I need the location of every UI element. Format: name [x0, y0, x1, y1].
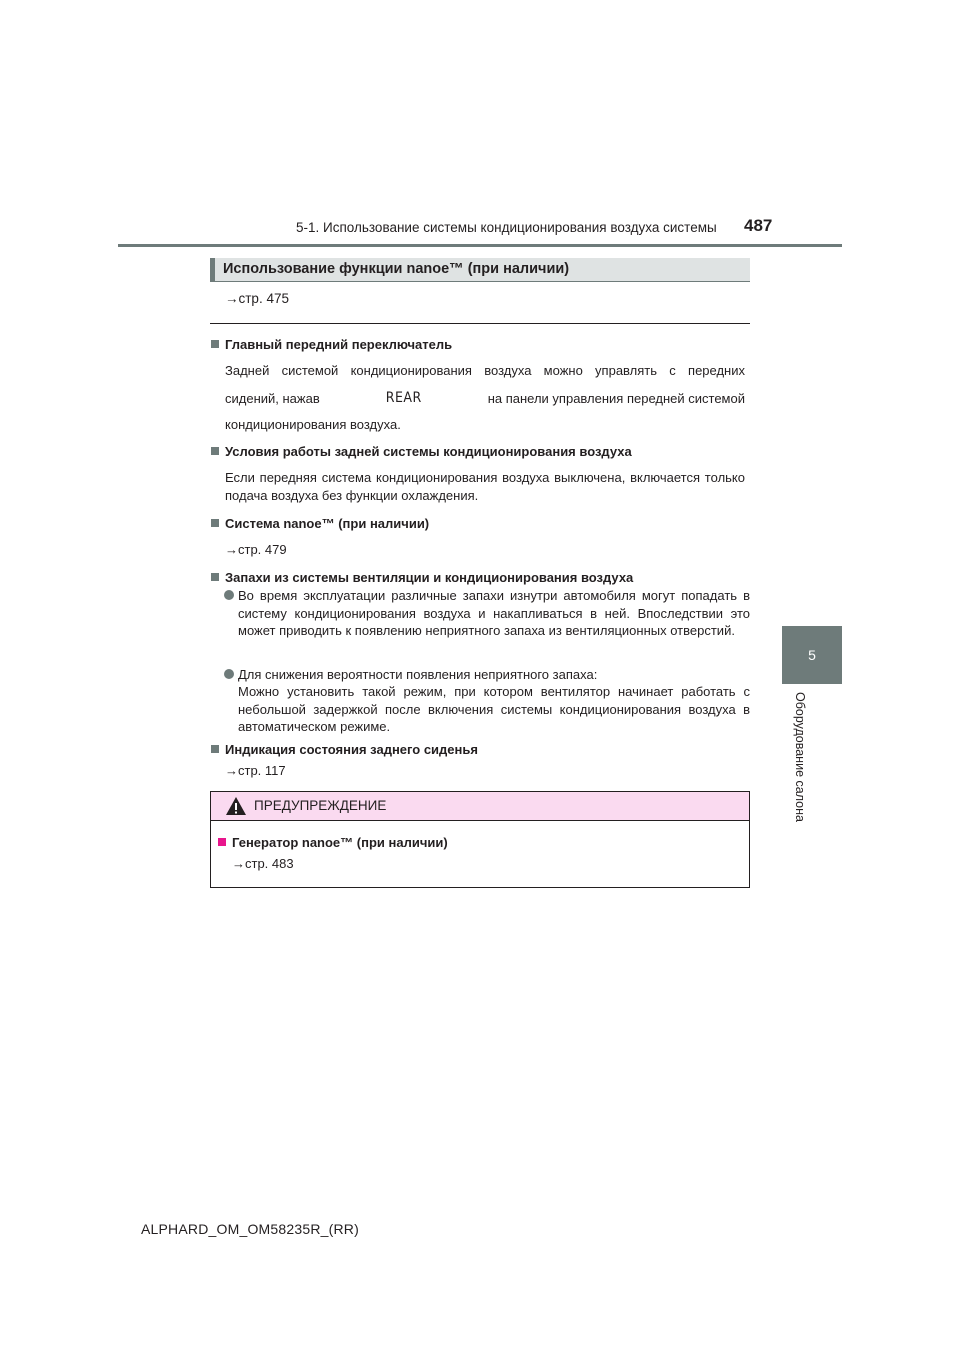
item-heading-odors: Запахи из системы вентиляции и кондиционирования воздуха	[211, 570, 633, 585]
chapter-tab	[782, 626, 842, 684]
document-code: ALPHARD_OM_OM58235R_(RR)	[141, 1221, 359, 1237]
bullet-paragraph: Для снижения вероятности появления неприятного запаха:	[238, 667, 598, 682]
square-bullet-icon	[211, 745, 219, 753]
square-bullet-icon	[211, 573, 219, 581]
item-page-reference: →стр. 479	[225, 542, 287, 557]
page-number: 487	[744, 216, 773, 235]
chapter-number: 5	[808, 647, 816, 663]
bullet-paragraph: Во время эксплуатации различные запахи изнутри автомобиля могут попадать в систему кондиционирования воздуха и накапливаться в ней. Впоследствии это может приводить к появлению неприятного запаха из вентиляционных отверстий.	[238, 588, 750, 638]
item-heading-rear-conditions: Условия работы задней системы кондиционирования воздуха	[211, 444, 632, 459]
section-bar-marker	[210, 258, 215, 281]
warning-triangle-icon	[225, 796, 247, 816]
section-divider	[210, 323, 750, 324]
item-text-line-with-key: сидений, нажав REAR на панели управления передней системой	[225, 390, 745, 406]
warning-item-heading: Генератор nanoe™ (при наличии)	[218, 835, 448, 850]
item-paragraph: Если передняя система кондиционирования воздуха выключена, включается только подача воздуха без функции охлаждения.	[225, 470, 745, 503]
bullet-paragraph-continued: Можно установить такой режим, при котором вентилятор начинает работать с небольшой задержкой после включения системы кондиционирования воздуха в автоматическом режиме.	[238, 684, 750, 734]
warning-title: ПРЕДУПРЕЖДЕНИЕ	[254, 798, 387, 813]
section-title: Использование функции nanoe™ (при наличии)	[223, 261, 570, 277]
section-page-reference: →стр. 475	[225, 291, 289, 306]
header-rule	[118, 244, 842, 247]
square-bullet-icon	[211, 340, 219, 348]
item-heading-main-switch: Главный передний переключатель	[211, 337, 452, 352]
square-bullet-icon	[211, 447, 219, 455]
round-bullet-icon	[224, 590, 234, 600]
item-heading-nanoe: Система nanoe™ (при наличии)	[211, 516, 429, 531]
warning-header	[211, 792, 749, 821]
item-text-line: кондиционирования воздуха.	[225, 417, 401, 432]
header-section-title: 5-1. Использование системы кондиционирования воздуха системы	[296, 220, 717, 235]
item-text-line: Задней системой кондиционирования воздуха можно управлять с передних	[225, 363, 745, 378]
warning-page-reference: →стр. 483	[232, 856, 294, 871]
chapter-title: Оборудование салона	[793, 692, 807, 822]
section-title-bar	[210, 258, 750, 282]
item-page-reference: →стр. 117	[225, 763, 286, 778]
square-bullet-icon	[218, 838, 226, 846]
round-bullet-icon	[224, 669, 234, 679]
item-heading-rear-seat-indicator: Индикация состояния заднего сиденья	[211, 742, 478, 757]
square-bullet-icon	[211, 519, 219, 527]
rear-button-symbol: REAR	[385, 390, 422, 406]
warning-box	[210, 791, 750, 888]
